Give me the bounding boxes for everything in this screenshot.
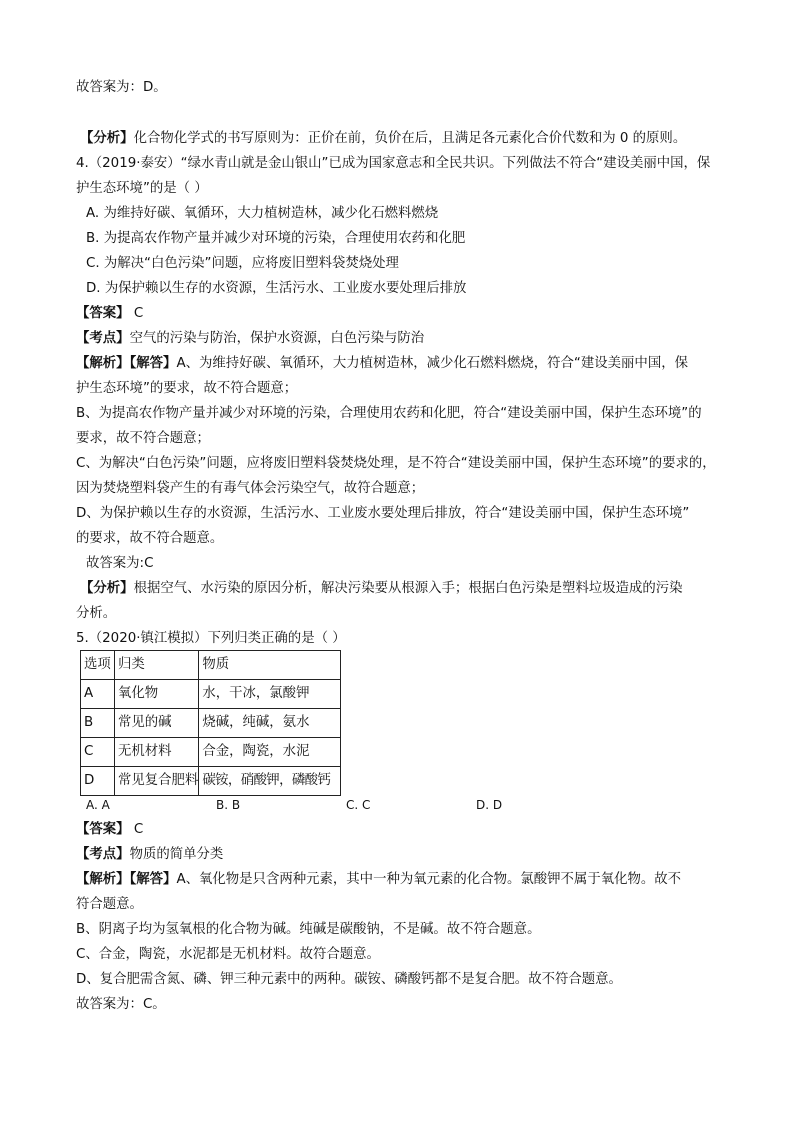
q5-kaodian-text: 物质的简单分类 (129, 847, 224, 862)
q4-jiexi-b-line2: 要求，故不符合题意； (76, 431, 210, 446)
table-cell: D (81, 767, 115, 796)
q5-answer-label: 【答案】 (76, 822, 130, 837)
q4-jiexi-a-line1 (76, 357, 688, 370)
table-cell: A (81, 680, 115, 709)
q5-kaodian (76, 848, 223, 861)
q5-answer (76, 823, 143, 836)
q4-fenxi-line1 (80, 582, 683, 595)
q5-jiexi-c: C、合金，陶瓷，水泥都是无机材料。故符合题意。 (76, 947, 380, 962)
q4-kaodian-text: 空气的污染与防治，保护水资源，白色污染与防治 (129, 331, 425, 346)
q5-answer-value: C (133, 822, 144, 837)
q4-jiexi-a-line2: 护生态环境”的要求，故不符合题意； (76, 381, 298, 396)
q4-option-b: B. 为提高农作物产量并减少对环境的污染，合理使用农药和化肥 (86, 231, 466, 246)
q4-fenxi-label: 【分析】 (80, 581, 134, 596)
table-cell: 烧碱，纯碱，氨水 (199, 709, 341, 738)
q4-kaodian (76, 332, 424, 345)
q5-choice-b: B. B (216, 798, 241, 812)
q4-option-d: D. 为保护赖以生存的水资源，生活污水、工业废水要处理后排放 (86, 281, 467, 296)
q5-choice-a: A. A (86, 798, 110, 812)
q4-stem-line2: 护生态环境”的是（ ） (76, 181, 208, 196)
q4-option-c: C. 为解决“白色污染”问题，应将废旧塑料袋焚烧处理 (86, 256, 399, 271)
q4-final-answer: 故答案为:C (86, 556, 154, 571)
q4-jiexi-d-line1: D、为保护赖以生存的水资源，生活污水、工业废水要处理后排放，符合“建设美丽中国，保护生态环境” (76, 506, 690, 521)
table-header-cell: 物质 (199, 651, 341, 680)
analysis-line (80, 132, 686, 145)
q4-fenxi-line2: 分析。 (76, 606, 117, 621)
q4-answer (76, 307, 143, 320)
q5-choice-c: C. C (346, 798, 371, 812)
q4-stem-line1: 4.（2019·泰安）“绿水青山就是金山银山”已成为国家意志和全民共识。下列做法不符合“建设美丽中国，保 (76, 156, 711, 171)
table-header-cell: 选项 (81, 651, 115, 680)
q5-jiexi-a-line2: 符合题意。 (76, 897, 143, 912)
table-row (81, 709, 341, 738)
q5-jiexi-a-line1 (76, 873, 681, 886)
table-cell: 合金，陶瓷，水泥 (199, 738, 341, 767)
q4-fenxi-text: 根据空气、水污染的原因分析，解决污染要从根源入手；根据白色污染是塑料垃圾造成的污染 (133, 581, 683, 596)
table-cell: 碳铵，硝酸钾，磷酸钙 (199, 767, 341, 796)
table-cell: 水，干冰，氯酸钾 (199, 680, 341, 709)
q4-option-a: A. 为维持好碳、氧循环，大力植树造林，减少化石燃料燃烧 (86, 206, 439, 221)
q5-jiexi-b: B、阴离子均为氢氧根的化合物为碱。纯碱是碳酸钠，不是碱。故不符合题意。 (76, 922, 541, 937)
analysis-text: 化合物化学式的书写原则为：正价在前，负价在后，且满足各元素化合价代数和为 0 的原则。 (133, 131, 687, 146)
q4-jiexi-a-text: A、为维持好碳、氧循环，大力植树造林，减少化石燃料燃烧，符合“建设美丽中国，保 (176, 356, 688, 371)
q5-kaodian-label: 【考点】 (76, 847, 130, 862)
table-cell: 常见的碱 (115, 709, 199, 738)
q5-jiexi-a-text: A、氧化物是只含两种元素，其中一种为氧元素的化合物。氯酸钾不属于氧化物。故不 (176, 872, 682, 887)
q4-kaodian-label: 【考点】 (76, 331, 130, 346)
table-cell: 氧化物 (115, 680, 199, 709)
q5-jiexi-label: 【解析】【解答】 (76, 872, 177, 887)
table-header-row (81, 651, 341, 680)
q5-jiexi-d: D、复合肥需含氮、磷、钾三种元素中的两种。碳铵、磷酸钙都不是复合肥。故不符合题意。 (76, 972, 622, 987)
q4-jiexi-c-line1: C、为解决“白色污染”问题，应将废旧塑料袋焚烧处理，是不符合“建设美丽中国，保护生态环境”的要求的， (76, 456, 716, 471)
table-header-cell: 归类 (115, 651, 199, 680)
table-cell: 无机材料 (115, 738, 199, 767)
q4-jiexi-label: 【解析】【解答】 (76, 356, 177, 371)
table-cell: 常见复合肥料 (115, 767, 199, 796)
table-cell: B (81, 709, 115, 738)
table-cell: C (81, 738, 115, 767)
q5-table (80, 650, 341, 796)
answer-line: 故答案为：D。 (76, 80, 167, 95)
q4-answer-value: C (133, 306, 144, 321)
table-row (81, 680, 341, 709)
table-row (81, 738, 341, 767)
q5-choice-d: D. D (476, 798, 503, 812)
q4-jiexi-b-line1: B、为提高农作物产量并减少对环境的污染，合理使用农药和化肥，符合“建设美丽中国，保护生态环境”的 (76, 406, 702, 421)
q4-jiexi-d-line2: 的要求，故不符合题意。 (76, 531, 224, 546)
q5-final-answer: 故答案为：C。 (76, 997, 166, 1012)
q4-jiexi-c-line2: 因为焚烧塑料袋产生的有毒气体会污染空气，故符合题意； (76, 481, 425, 496)
analysis-label: 【分析】 (80, 131, 134, 146)
q5-stem: 5.（2020·镇江模拟）下列归类正确的是（ ） (76, 631, 346, 646)
q4-answer-label: 【答案】 (76, 306, 130, 321)
table-row (81, 767, 341, 796)
